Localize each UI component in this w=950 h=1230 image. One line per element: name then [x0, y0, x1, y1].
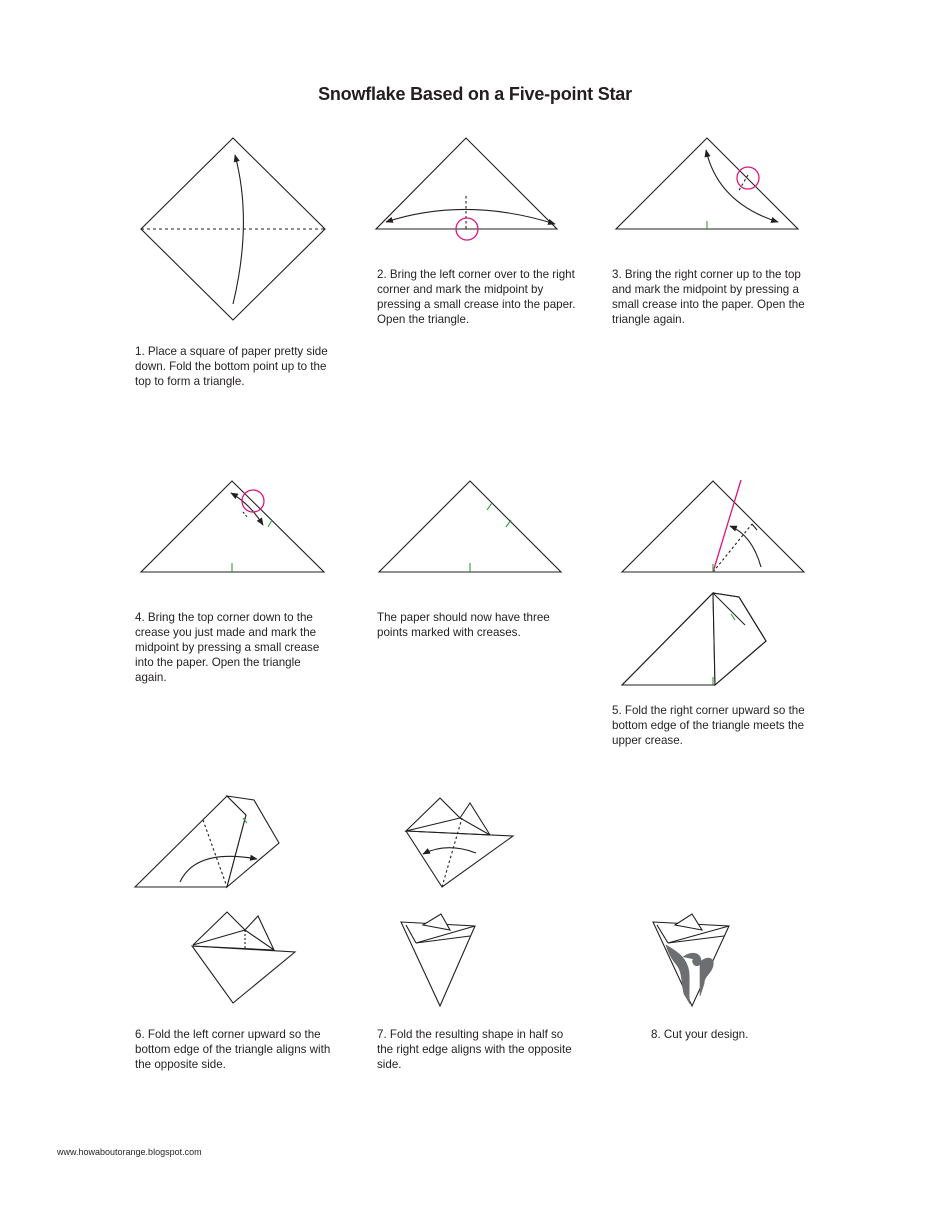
- step-5-diagram-before: [622, 480, 804, 572]
- step-5-diagram-after: [622, 593, 766, 685]
- three-creases-diagram: [379, 481, 561, 572]
- step-7-diagram-after: [401, 914, 475, 1006]
- step-3-caption: 3. Bring the right corner up to the top and mark the midpoint by pressing a small crease into the paper. Open the triangle again.: [612, 268, 805, 326]
- step-6-diagram-after: [192, 912, 295, 1003]
- three-creases-caption: The paper should now have three points marked with creases.: [377, 611, 550, 639]
- footer-url: www.howaboutorange.blogspot.com: [57, 1147, 202, 1157]
- step-1-caption: 1. Place a square of paper pretty side down. Fold the bottom point up to the top to form a triangle.: [135, 345, 328, 388]
- step-4-caption: 4. Bring the top corner down to the crease you just made and mark the midpoint by pressing a small crease into the paper. Open the triangle again.: [135, 611, 320, 684]
- step-7-diagram-before: [406, 798, 513, 887]
- step-2-diagram: [376, 138, 557, 240]
- page-title: Snowflake Based on a Five-point Star: [318, 84, 632, 104]
- step-6-caption: 6. Fold the left corner upward so the bottom edge of the triangle aligns with the opposite side.: [135, 1028, 331, 1071]
- step-8-diagram: [653, 914, 729, 1006]
- step-7-caption: 7. Fold the resulting shape in half so the right edge aligns with the opposite side.: [377, 1028, 572, 1071]
- step-1-diagram: [141, 138, 325, 320]
- step-5-caption: 5. Fold the right corner upward so the bottom edge of the triangle meets the upper crease.: [612, 704, 805, 747]
- step-4-diagram: [141, 481, 324, 572]
- step-2-caption: 2. Bring the left corner over to the right corner and mark the midpoint by pressing a small crease into the paper. Open the triangle.: [377, 268, 576, 326]
- step-3-diagram: [616, 138, 798, 229]
- step-6-diagram-before: [135, 796, 279, 887]
- step-8-caption: 8. Cut your design.: [651, 1028, 749, 1041]
